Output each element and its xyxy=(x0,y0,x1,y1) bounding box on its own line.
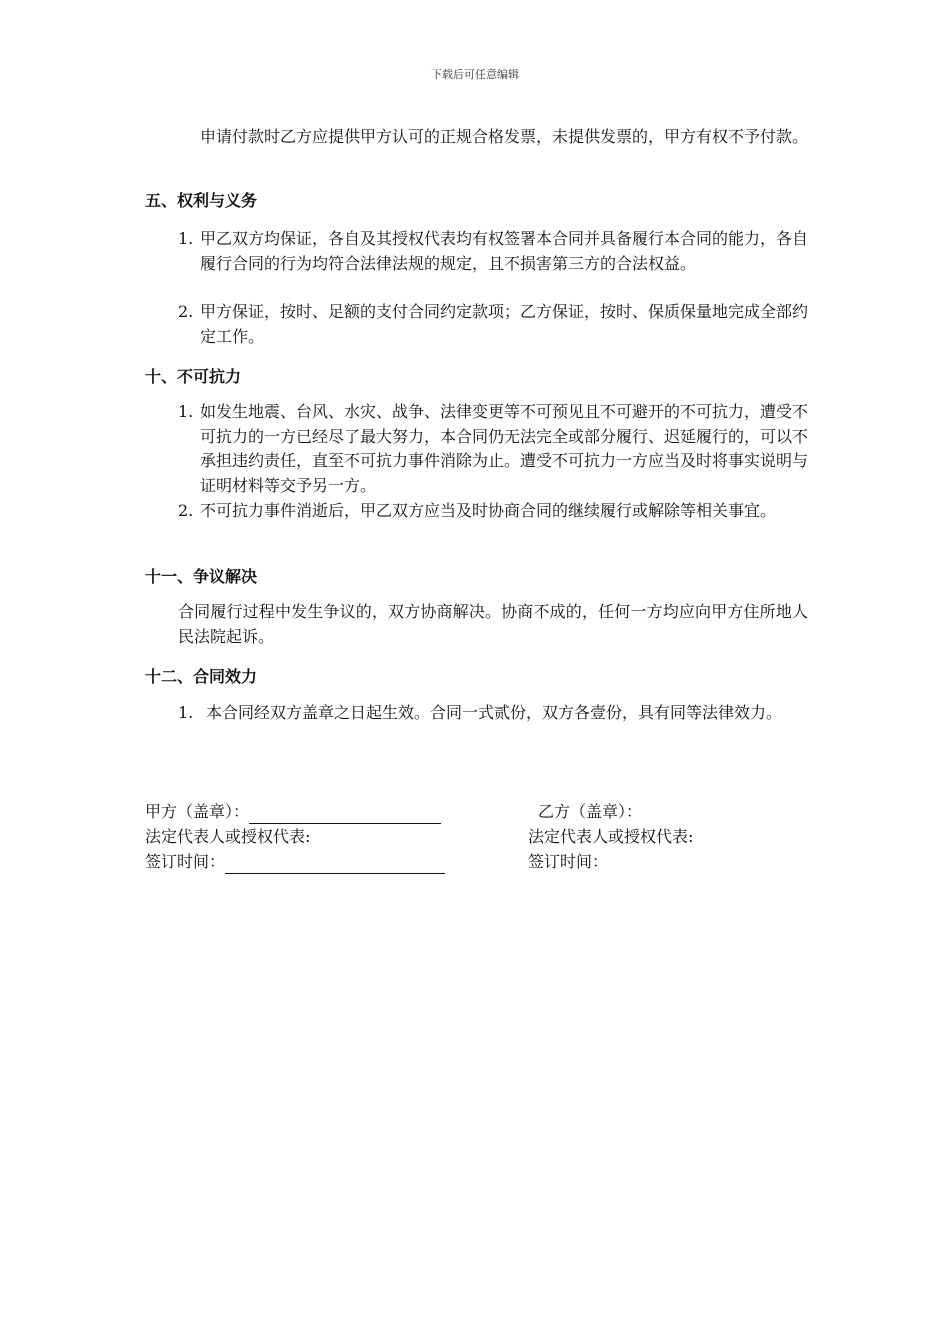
list-item xyxy=(178,400,808,498)
party-a-date-line[interactable] xyxy=(225,855,445,874)
party-b-rep-label: 法定代表人或授权代表: xyxy=(528,827,694,846)
intro-text: 申请付款时乙方应提供甲方认可的正规合格发票，未提供发票的，甲方有权不予付款。 xyxy=(200,127,809,146)
list-item xyxy=(178,499,808,524)
list-item-text: 本合同经双方盖章之日起生效。合同一式贰份，双方各壹份，具有同等法律效力。 xyxy=(206,703,783,722)
party-b-date-label: 签订时间： xyxy=(528,852,609,871)
party-b-seal-label: 乙方（盖章）： xyxy=(538,802,643,821)
party-a-seal-label: 甲方（盖章）： xyxy=(145,802,250,821)
list-item-number: 2. xyxy=(178,302,194,321)
intro-paragraph xyxy=(178,125,808,150)
party-a-seal-line[interactable] xyxy=(249,805,441,824)
list-item-text: 甲乙双方均保证，各自及其授权代表均有权签署本合同并具备履行本合同的能力，各自履行合同的行为均符合法律法规的规定，且不损害第三方的合法权益。 xyxy=(200,229,809,273)
party-a-date-row xyxy=(145,850,445,874)
list-item-number: 2. xyxy=(178,501,194,520)
list-item-number: 1. xyxy=(178,229,194,248)
list-item xyxy=(178,227,808,276)
section-title-dispute: 十一、争议解决 xyxy=(145,567,258,586)
list-item-number: 1. xyxy=(178,402,194,421)
party-a-date-label: 签订时间： xyxy=(145,852,226,871)
dispute-text: 合同履行过程中发生争议的，双方协商解决。协商不成的，任何一方均应向甲方住所地人民法院起诉。 xyxy=(178,602,808,646)
list-item-text: 如发生地震、台风、水灾、战争、法律变更等不可预见且不可避开的不可抗力，遭受不可抗力的一方已经尽了最大努力，本合同仍无法完全或部分履行、迟延履行的，可以不承担违约责任，直至不可抗力事件消除为止。遭受不可抗力一方应当及时将事实说明与证明材料等交予另一方。 xyxy=(200,402,809,495)
list-item-text: 不可抗力事件消逝后，甲乙双方应当及时协商合同的继续履行或解除等相关事宜。 xyxy=(200,501,777,520)
list-item xyxy=(178,701,808,726)
section-title-rights: 五、权利与义务 xyxy=(145,191,258,210)
list-item xyxy=(178,300,808,349)
list-item-number: 1. xyxy=(178,703,194,722)
party-a-rep-label: 法定代表人或授权代表: xyxy=(145,827,311,846)
page-header: 下载后可任意编辑 xyxy=(431,68,519,81)
dispute-paragraph xyxy=(178,600,808,649)
section-title-effect: 十二、合同效力 xyxy=(145,667,258,686)
section-title-force-majeure: 十、不可抗力 xyxy=(145,367,242,386)
list-item-text: 甲方保证，按时、足额的支付合同约定款项；乙方保证，按时、保质保量地完成全部约定工作。 xyxy=(200,302,809,346)
party-a-seal-row xyxy=(145,800,441,824)
